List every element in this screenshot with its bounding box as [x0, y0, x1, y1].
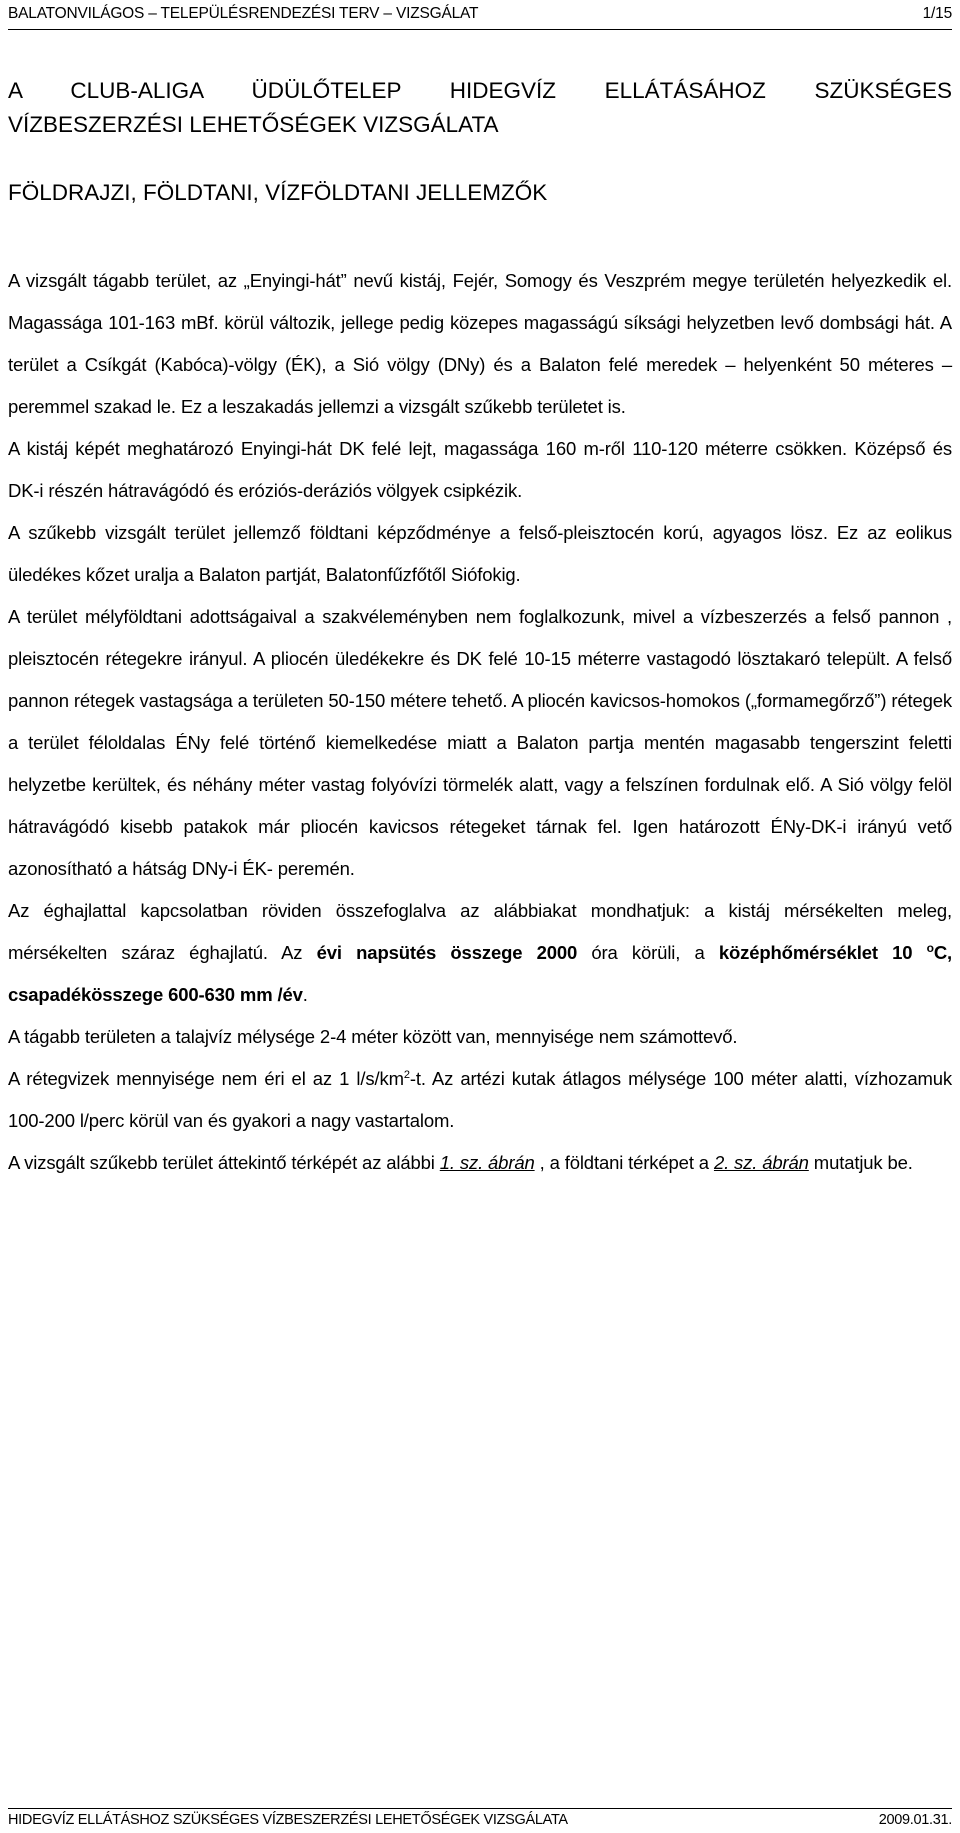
climate-text-1: Az éghajlattal kapcsolatban röviden összefoglalva az alábbiakat mondhatjuk: a kistáj mérsékelten meleg, mérsékelten száraz éghajlatú. Az — [8, 900, 952, 963]
sunshine-value: évi napsütés összege 2000 — [316, 942, 578, 963]
aquifer-text-1: A rétegvizek mennyisége nem éri el az 1 l/s/km — [8, 1068, 404, 1089]
precipitation-value: C, csapadékösszege 600-630 mm /év — [8, 942, 953, 1005]
title-line-1: A CLUB-ALIGA ÜDÜLŐTELEP HIDEGVÍZ ELLÁTÁSÁHOZ SZÜKSÉGES — [8, 78, 952, 103]
footer-title: HIDEGVÍZ ELLÁTÁSHOZ SZÜKSÉGES VÍZBESZERZÉSI LEHETŐSÉGEK VIZSGÁLATA — [8, 1812, 568, 1828]
figures-text-1: A vizsgált szűkebb terület áttekintő térképét az alábbi — [8, 1152, 440, 1173]
climate-text-2: óra körüli, a — [577, 942, 719, 963]
paragraph-deep-geology: A terület mélyföldtani adottságaival a szakvéleményben nem foglalkozunk, mivel a vízbeszerzés a felső pannon , pleisztocén rétegekre irányul. A pliocén üledékekre és DK felé 10-15 méterre vastagodó lösztakaró települt. A felső pannon rétegek vastagsága a területen 50-150 métere tehető. A pliocén kavicsos-homokos („formamegőrző”) rétegek a terület féloldalas ÉNy felé történő kiemelkedése miatt a Balaton partja mentén magasabb tengerszint feletti helyzetbe kerültek, és néhány méter vastag folyóvízi törmelék alatt, vagy a felszínen fordulnak elő. A Sió völgy felöl hátravágódó kisebb patakok már pliocén kavicsos rétegeket tárnak fel. Igen határozott ÉNy-DK-i irányú vető azonosítható a hátság DNy-i ÉK- peremén. — [8, 606, 952, 879]
running-header — [8, 3, 952, 30]
running-footer — [8, 1808, 952, 1831]
climate-text-end: . — [302, 984, 308, 1005]
degree-symbol: o — [926, 940, 934, 955]
figures-text-2: , a földtani térképet a — [534, 1152, 714, 1173]
paragraph-landscape: A vizsgált tágabb terület, az „Enyingi-hát” nevű kistáj, Fejér, Somogy és Veszprém megye területén helyezkedik el. Magassága 101-163 mBf. körül változik, jellege pedig közepes magasságú síksági helyzetben levő dombsági hát. A terület a Csíkgát (Kabóca)-völgy (ÉK), a Sió völgy (DNy) és a Balaton felé meredek – helyenként 50 méteres – peremmel szakad le. Ez a leszakadás jellemzi a vizsgált szűkebb területet is. — [8, 270, 952, 417]
footer-date: 2009.01.31. — [878, 1812, 952, 1828]
figure-2-reference[interactable]: 2. sz. ábrán — [713, 1152, 809, 1173]
temperature-label: középhőmérséklet 10 — [718, 942, 927, 963]
document-title — [8, 74, 952, 142]
paragraph-slope: A kistáj képét meghatározó Enyingi-hát DK felé lejt, magassága 160 m-ről 110-120 méterre csökken. Középső és DK-i részén hátravágódó és eróziós-deráziós völgyek csipkézik. — [8, 438, 952, 501]
paragraph-figures — [8, 1142, 952, 1184]
header-title: BALATONVILÁGOS – TELEPÜLÉSRENDEZÉSI TERV – VIZSGÁLAT — [8, 5, 479, 22]
aquifer-text-2: -t. Az artézi kutak átlagos mélysége 100 méter alatti, vízhozamuk 100-200 l/perc körül van és gyakori a nagy vastartalom. — [8, 1068, 952, 1131]
figures-text-3: mutatjuk be. — [808, 1152, 913, 1173]
paragraph-groundwater: A tágabb területen a talajvíz mélysége 2-4 méter között van, mennyisége nem számottevő. — [8, 1026, 738, 1047]
superscript-2: 2 — [403, 1068, 410, 1081]
page-number: 1/15 — [922, 5, 952, 22]
section-heading: FÖLDRAJZI, FÖLDTANI, VÍZFÖLDTANI JELLEMZŐK — [8, 180, 548, 205]
document-content — [8, 74, 953, 1173]
title-line-2: VÍZBESZERZÉSI LEHETŐSÉGEK VIZSGÁLATA — [8, 112, 499, 137]
paragraph-geology: A szűkebb vizsgált terület jellemző földtani képződménye a felső-pleisztocén korú, agyagos lösz. Ez az eolikus üledékes kőzet uralja a Balaton partját, Balatonfűzfőtől Siófokig. — [8, 522, 952, 585]
paragraph-climate — [8, 890, 952, 1016]
body-text — [8, 260, 952, 1184]
paragraph-aquifer — [8, 1058, 952, 1142]
figure-1-reference[interactable]: 1. sz. ábrán — [439, 1152, 535, 1173]
